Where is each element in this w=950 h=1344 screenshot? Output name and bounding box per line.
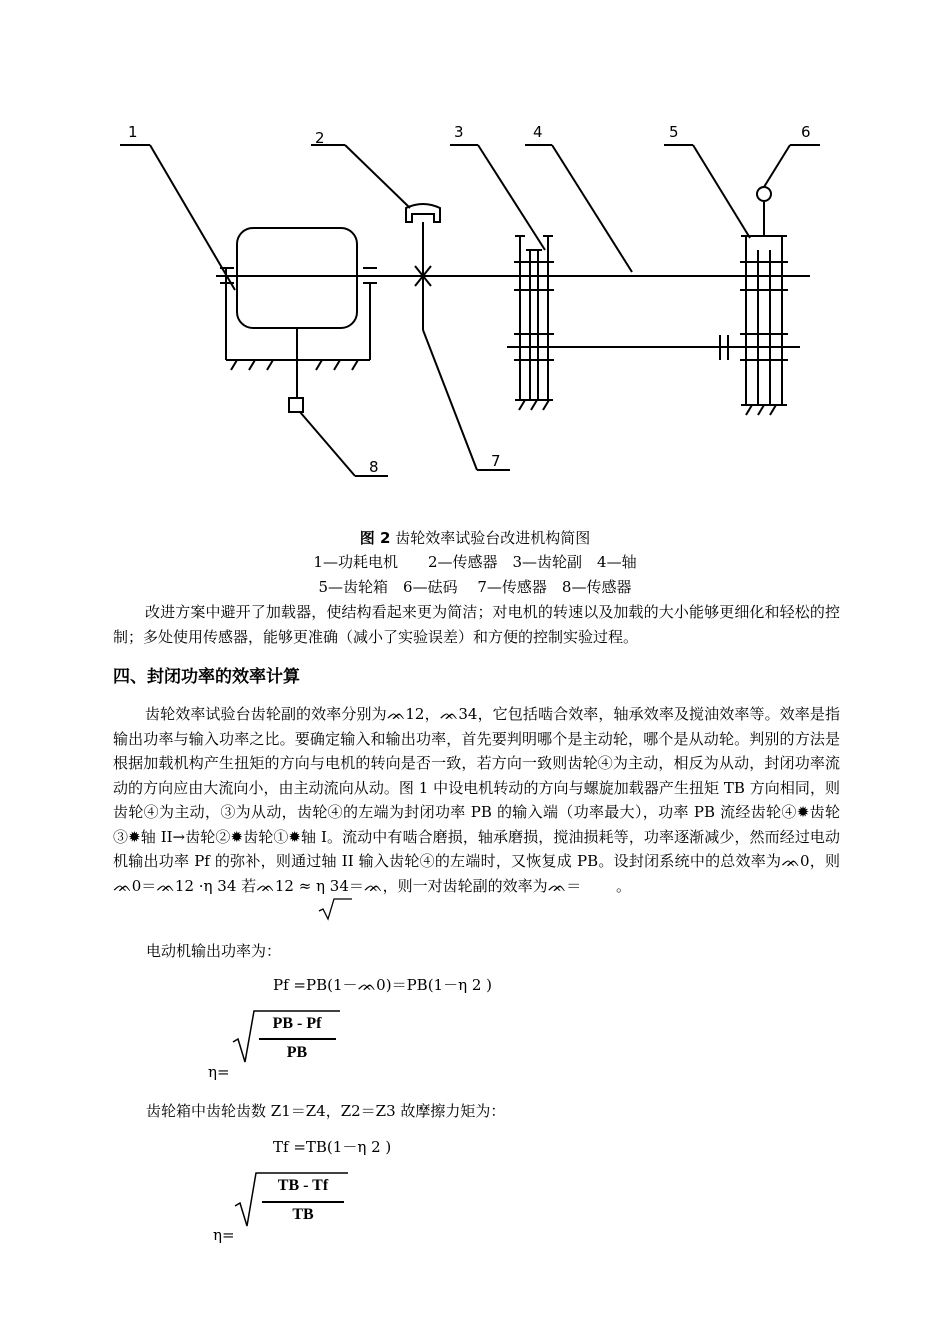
- label-2: 2: [315, 129, 325, 147]
- mechanism-schematic: [0, 0, 950, 510]
- paragraph-improvement: 改进方案中避开了加载器，使结构看起来更为简洁；对电机的转速以及加载的大小能够更细化和轻松的控制；多处使用传感器，能够更准确（减小了实验误差）和方便的控制实验过程。: [113, 603, 840, 646]
- motor-output-label: 电动机输出功率为：: [146, 942, 282, 960]
- gearbox-line: 齿轮箱中齿轮齿数 Z1＝Z4，Z2＝Z3 故摩擦力矩为：: [146, 1102, 506, 1120]
- motor: [220, 228, 377, 412]
- label-8: 8: [369, 458, 379, 476]
- figure-number: 图 2: [359, 529, 391, 547]
- label-3: 3: [454, 123, 464, 141]
- equation2-numerator: TB - Tf: [277, 1177, 329, 1194]
- label-1: 1: [128, 123, 138, 141]
- equation1-numerator: PB - Pf: [272, 1015, 322, 1032]
- equation2-denominator: TB: [292, 1206, 314, 1223]
- equation-pf: Pf =PB(1－ᨏ0)＝PB(1－η 2 ): [273, 976, 493, 994]
- figure-caption: [0, 527, 950, 548]
- label-7: 7: [491, 452, 501, 470]
- gearbox: [740, 187, 788, 415]
- equation-tf: Tf =TB(1－η 2 ): [273, 1138, 392, 1156]
- inline-sqrt-symbol: [318, 897, 354, 921]
- label-6: 6: [801, 123, 811, 141]
- figure-legend-line2: 5—齿轮箱 6—砝码 7—传感器 8—传感器: [318, 578, 632, 596]
- label-5: 5: [669, 123, 679, 141]
- paragraph-efficiency: 齿轮效率试验台齿轮副的效率分别为ᨏ12，ᨏ34，它包括啮合效率，轴承效率及搅油效率等。效率是指输出功率与输入功率之比。要确定输入和输出功率，首先要判明哪个是主动轮，哪个是从动轮。判别的方法是根据加载机构产生扭矩的方向与电机的转向是否一致，若方向一致则齿轮④为主动，相反为从动，封闭功率流动的方向应由大流向小，由主动流向从动。图 1 中设电机转动的方向与螺旋加载器产生扭矩 TB 方向相同，则齿轮④为主动，③为从动，齿轮④的左端为封闭功率 PB 的输入端（功率最大），功率 PB 流经齿轮④✹齿轮③✹轴 II→齿轮②✹齿轮①✹轴 I。流动中有啮合磨损，轴承磨损，搅油损耗等，功率逐渐减少，然而经过电动机输出功率 Pf 的弥补，则通过轴 II 输入齿轮④的左端时，又恢复成 PB。设封闭系统中的总效率为ᨏ0，则ᨏ0＝ᨏ12 ·η 34 若ᨏ12 ≈ η 34＝ᨏ，则一对齿轮副的效率为ᨏ＝ 。: [113, 705, 840, 895]
- label-4: 4: [533, 123, 543, 141]
- equation1-eta: η=: [208, 1063, 230, 1081]
- figure-legend-line1: 1—功耗电机 2—传感器 3—齿轮副 4—轴: [313, 553, 637, 571]
- torque-sensor: [406, 204, 440, 330]
- figure-title: 齿轮效率试验台改进机构简图: [390, 529, 591, 547]
- mechanism-diagram: [0, 0, 950, 510]
- equation2-eta: η=: [213, 1226, 235, 1244]
- section-heading: 四、封闭功率的效率计算: [113, 667, 300, 687]
- gear-pair: [514, 236, 554, 410]
- equation1-denominator: PB: [286, 1044, 308, 1061]
